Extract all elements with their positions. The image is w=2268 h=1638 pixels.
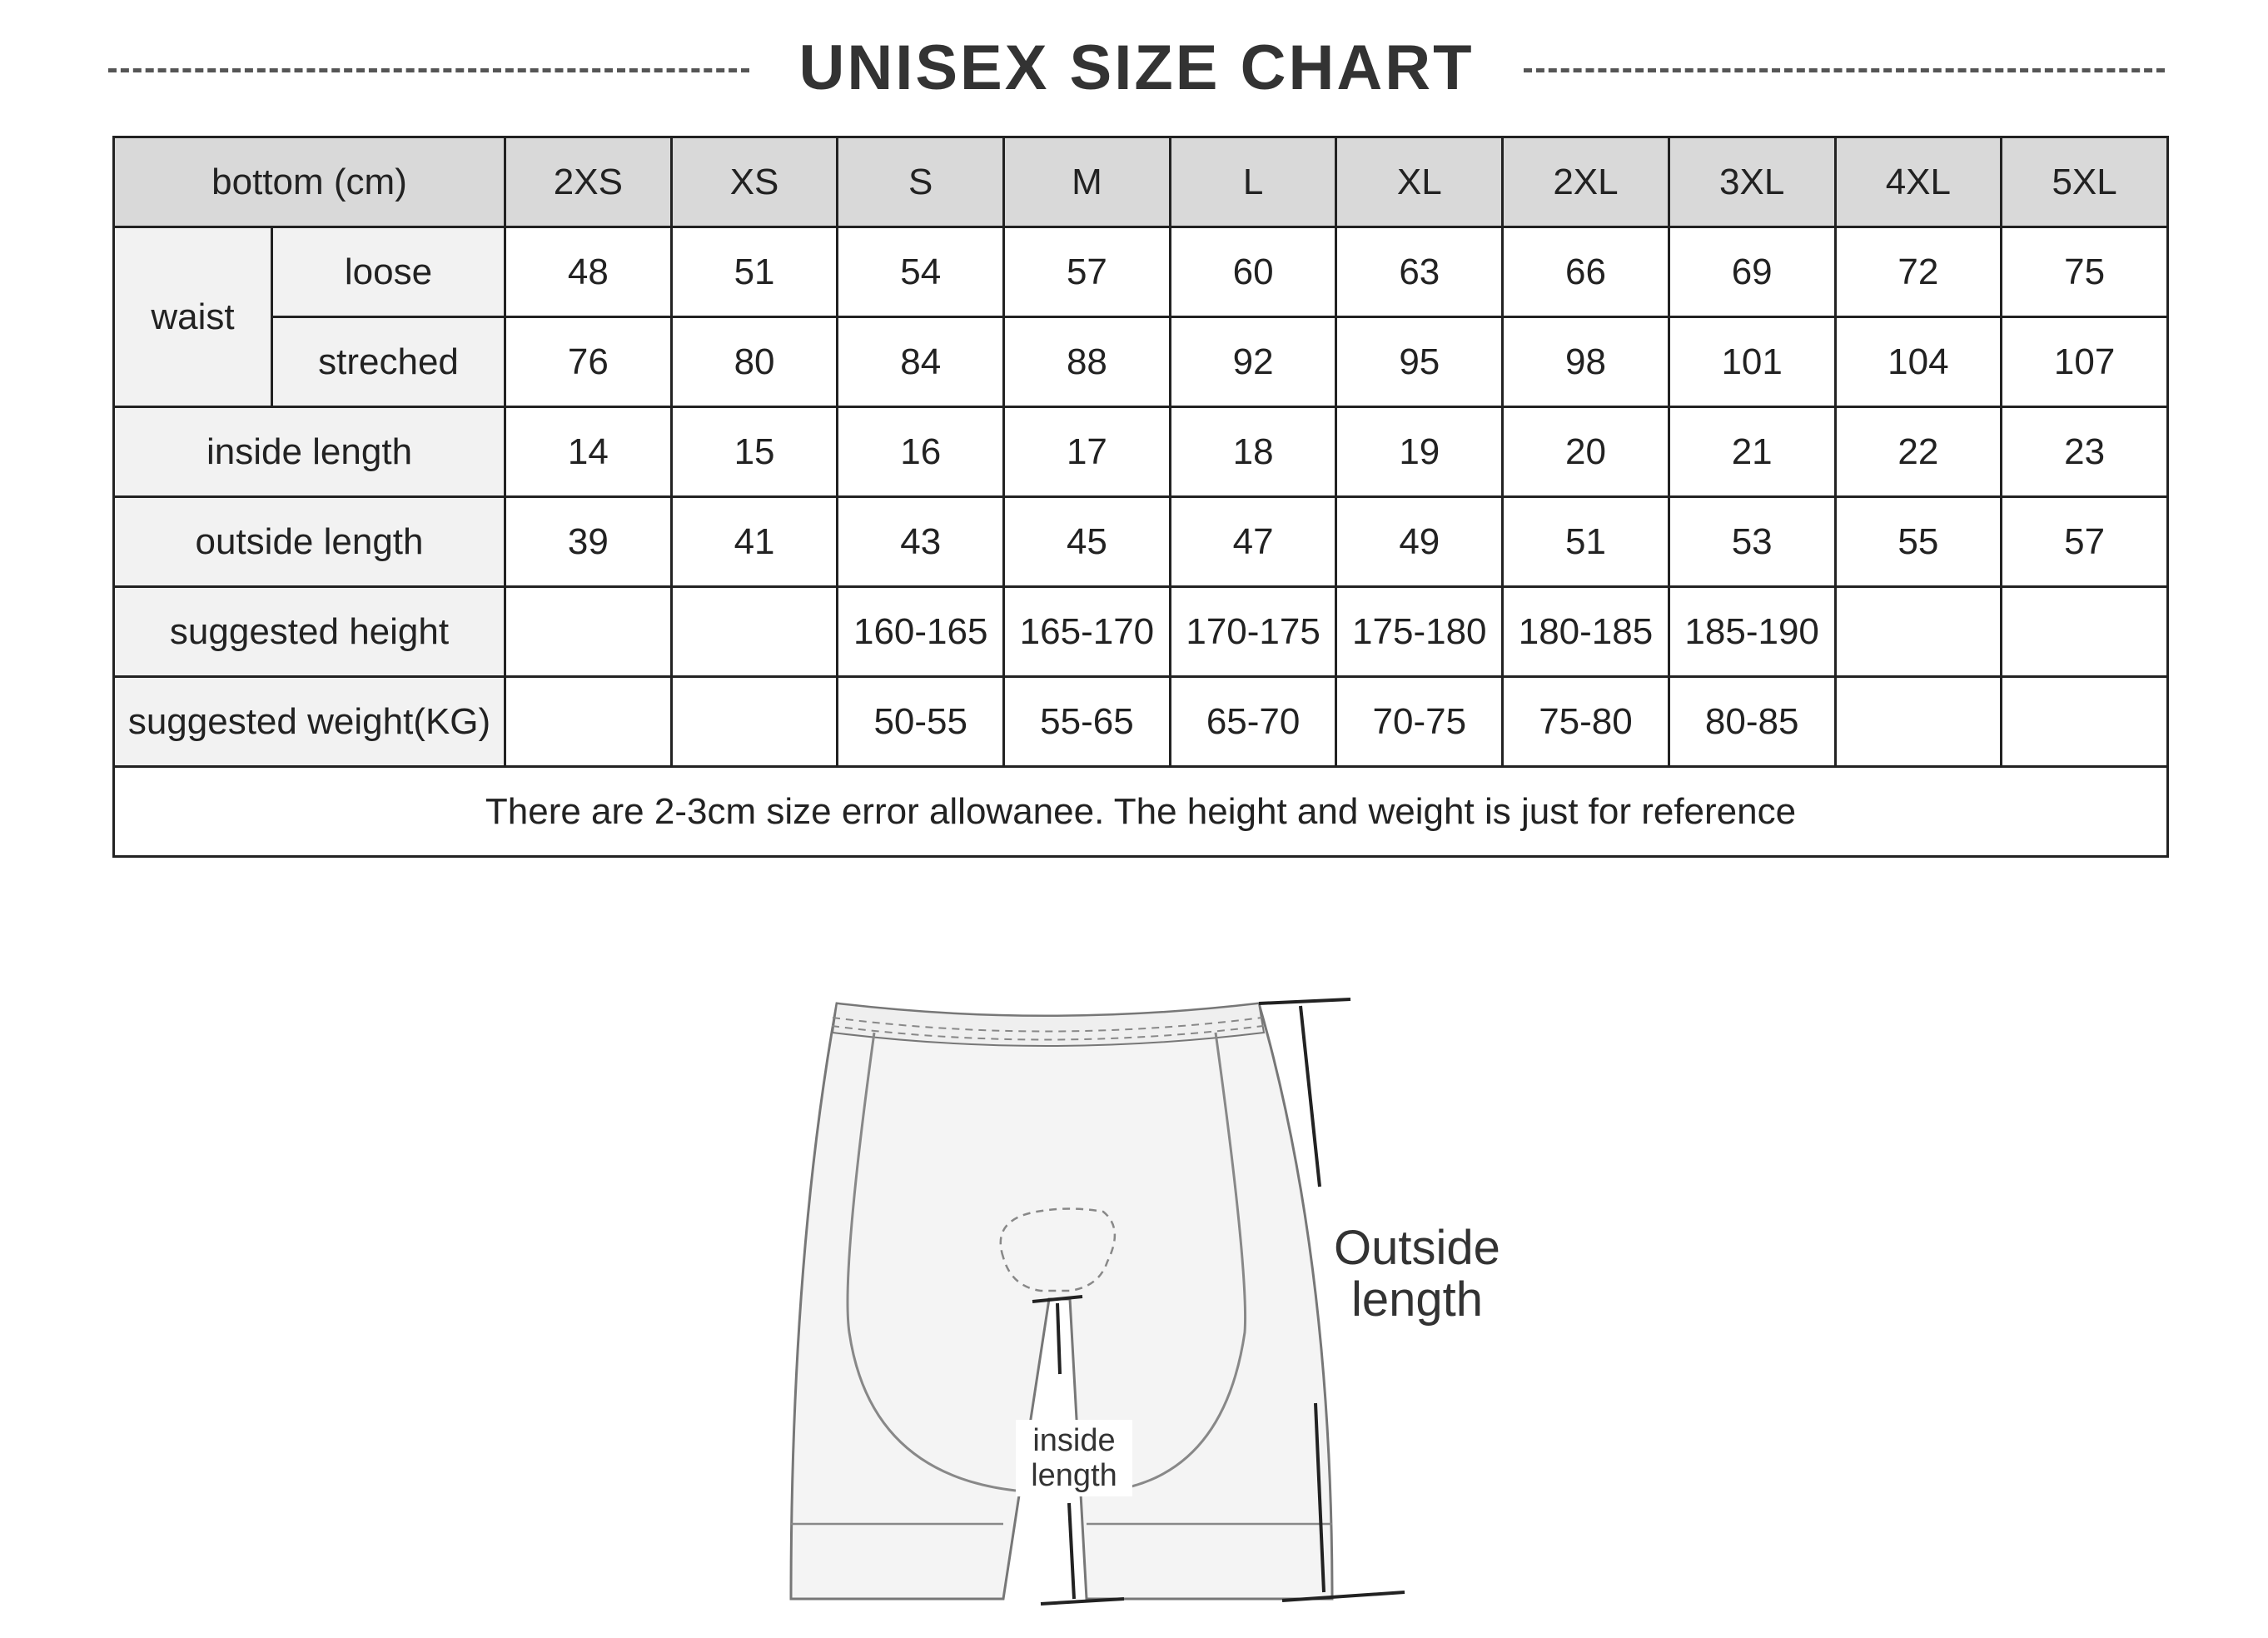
table-cell: 165-170 bbox=[1004, 587, 1171, 677]
table-cell bbox=[505, 587, 672, 677]
table-cell: 107 bbox=[2002, 317, 2168, 407]
row-label: suggested height bbox=[114, 587, 505, 677]
table-cell: 23 bbox=[2002, 407, 2168, 497]
size-header: XS bbox=[671, 137, 838, 227]
corner-header: bottom (cm) bbox=[114, 137, 505, 227]
table-cell: 55-65 bbox=[1004, 677, 1171, 767]
outside-length-label-line1: Outside bbox=[1334, 1221, 1500, 1275]
table-cell: 75-80 bbox=[1503, 677, 1669, 767]
table-header-row bbox=[114, 137, 2168, 227]
inside-length-label-line2: length bbox=[1031, 1458, 1117, 1493]
title-divider-right bbox=[1524, 68, 2165, 72]
table-cell: 18 bbox=[1170, 407, 1336, 497]
table-cell: 101 bbox=[1669, 317, 1835, 407]
table-cell: 47 bbox=[1170, 497, 1336, 587]
table-cell bbox=[2002, 587, 2168, 677]
size-header: 4XL bbox=[1835, 137, 2002, 227]
size-header: 5XL bbox=[2002, 137, 2168, 227]
size-header: 2XS bbox=[505, 137, 672, 227]
row-label: suggested weight(KG) bbox=[114, 677, 505, 767]
waist-label: waist bbox=[114, 227, 272, 407]
table-cell: 48 bbox=[505, 227, 672, 317]
table-cell: 175-180 bbox=[1336, 587, 1503, 677]
table-cell: 66 bbox=[1503, 227, 1669, 317]
row-label: streched bbox=[272, 317, 505, 407]
inside-length-label bbox=[1016, 1420, 1132, 1496]
table-cell bbox=[671, 587, 838, 677]
table-cell: 16 bbox=[838, 407, 1004, 497]
row-label: loose bbox=[272, 227, 505, 317]
table-row bbox=[114, 317, 2168, 407]
table-cell: 53 bbox=[1669, 497, 1835, 587]
row-label: inside length bbox=[114, 407, 505, 497]
size-header: 2XL bbox=[1503, 137, 1669, 227]
table-cell: 51 bbox=[1503, 497, 1669, 587]
table-cell: 70-75 bbox=[1336, 677, 1503, 767]
table-cell: 50-55 bbox=[838, 677, 1004, 767]
table-cell: 55 bbox=[1835, 497, 2002, 587]
table-cell: 69 bbox=[1669, 227, 1835, 317]
table-cell: 104 bbox=[1835, 317, 2002, 407]
table-cell: 160-165 bbox=[838, 587, 1004, 677]
table-cell: 63 bbox=[1336, 227, 1503, 317]
note-row bbox=[114, 767, 2168, 857]
table-cell: 180-185 bbox=[1503, 587, 1669, 677]
table-cell: 57 bbox=[1004, 227, 1171, 317]
table-cell: 185-190 bbox=[1669, 587, 1835, 677]
table-cell: 19 bbox=[1336, 407, 1503, 497]
row-label: outside length bbox=[114, 497, 505, 587]
outside-length-label bbox=[1309, 1222, 1525, 1326]
table-cell bbox=[1835, 677, 2002, 767]
table-cell: 84 bbox=[838, 317, 1004, 407]
table-cell: 76 bbox=[505, 317, 672, 407]
size-header: M bbox=[1004, 137, 1171, 227]
table-cell: 17 bbox=[1004, 407, 1171, 497]
table-cell: 170-175 bbox=[1170, 587, 1336, 677]
page-title: UNISEX SIZE CHART bbox=[798, 32, 1475, 103]
table-cell: 65-70 bbox=[1170, 677, 1336, 767]
table-cell bbox=[1835, 587, 2002, 677]
table-cell: 75 bbox=[2002, 227, 2168, 317]
table-row bbox=[114, 497, 2168, 587]
table-cell: 45 bbox=[1004, 497, 1171, 587]
table-cell: 80 bbox=[671, 317, 838, 407]
table-cell: 43 bbox=[838, 497, 1004, 587]
size-header: XL bbox=[1336, 137, 1503, 227]
inside-length-label-line1: inside bbox=[1032, 1423, 1116, 1458]
table-cell: 49 bbox=[1336, 497, 1503, 587]
table-cell: 22 bbox=[1835, 407, 2002, 497]
size-table bbox=[112, 136, 2169, 858]
table-cell: 20 bbox=[1503, 407, 1669, 497]
size-header: 3XL bbox=[1669, 137, 1835, 227]
table-cell: 54 bbox=[838, 227, 1004, 317]
size-header: L bbox=[1170, 137, 1336, 227]
table-cell: 51 bbox=[671, 227, 838, 317]
table-cell bbox=[505, 677, 672, 767]
table-cell: 80-85 bbox=[1669, 677, 1835, 767]
table-row bbox=[114, 677, 2168, 767]
table-cell: 88 bbox=[1004, 317, 1171, 407]
table-row bbox=[114, 587, 2168, 677]
table-cell: 95 bbox=[1336, 317, 1503, 407]
table-cell: 57 bbox=[2002, 497, 2168, 587]
table-row bbox=[114, 227, 2168, 317]
table-cell: 39 bbox=[505, 497, 672, 587]
table-cell: 14 bbox=[505, 407, 672, 497]
table-cell: 41 bbox=[671, 497, 838, 587]
size-header: S bbox=[838, 137, 1004, 227]
table-cell: 72 bbox=[1835, 227, 2002, 317]
table-cell bbox=[671, 677, 838, 767]
table-cell: 98 bbox=[1503, 317, 1669, 407]
outside-length-label-line2: length bbox=[1350, 1272, 1484, 1327]
table-cell: 15 bbox=[671, 407, 838, 497]
table-cell bbox=[2002, 677, 2168, 767]
table-cell: 92 bbox=[1170, 317, 1336, 407]
shorts-diagram bbox=[749, 983, 1499, 1616]
table-cell: 60 bbox=[1170, 227, 1336, 317]
table-cell: 21 bbox=[1669, 407, 1835, 497]
size-note: There are 2-3cm size error allowanee. The height and weight is just for reference bbox=[114, 767, 2168, 857]
table-row bbox=[114, 407, 2168, 497]
title-bar bbox=[108, 25, 2165, 117]
